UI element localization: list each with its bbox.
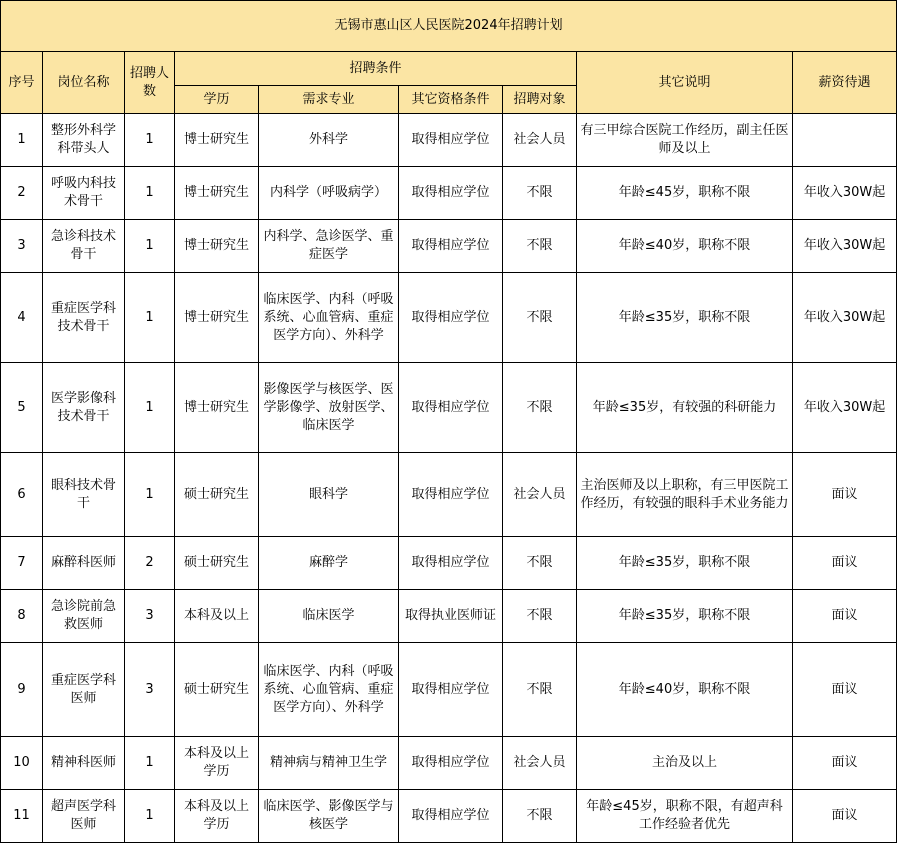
cell-position: 重症医学科技术骨干: [43, 273, 125, 363]
cell-education: 硕士研究生: [175, 453, 259, 537]
cell-major: 精神病与精神卫生学: [259, 737, 399, 790]
cell-notes: 年龄≤45岁，职称不限，有超声科工作经验者优先: [577, 790, 793, 843]
cell-education: 博士研究生: [175, 273, 259, 363]
cell-target: 不限: [503, 220, 577, 273]
cell-position: 重症医学科医师: [43, 643, 125, 737]
cell-qualification: 取得相应学位: [399, 114, 503, 167]
cell-notes: 年龄≤35岁，职称不限: [577, 590, 793, 643]
cell-education: 硕士研究生: [175, 537, 259, 590]
cell-count: 2: [125, 537, 175, 590]
cell-salary: 面议: [793, 643, 897, 737]
cell-count: 1: [125, 363, 175, 453]
cell-qualification: 取得执业医师证: [399, 590, 503, 643]
cell-position: 精神科医师: [43, 737, 125, 790]
cell-major: 临床医学、内科（呼吸系统、心血管病、重症医学方向）、外科学: [259, 273, 399, 363]
cell-salary: [793, 114, 897, 167]
cell-notes: 年龄≤35岁，职称不限: [577, 537, 793, 590]
cell-salary: 年收入30W起: [793, 273, 897, 363]
cell-salary: 年收入30W起: [793, 363, 897, 453]
cell-target: 不限: [503, 590, 577, 643]
header-row-1: [1, 52, 897, 86]
header-notes: 其它说明: [577, 52, 793, 114]
cell-no: 2: [1, 167, 43, 220]
title-row: [1, 1, 897, 52]
cell-notes: 年龄≤35岁，职称不限: [577, 273, 793, 363]
cell-education: 本科及以上: [175, 590, 259, 643]
cell-count: 3: [125, 590, 175, 643]
cell-position: 超声医学科医师: [43, 790, 125, 843]
cell-no: 5: [1, 363, 43, 453]
cell-target: 不限: [503, 273, 577, 363]
cell-major: 眼科学: [259, 453, 399, 537]
header-conditions: 招聘条件: [175, 52, 577, 86]
cell-notes: 主治医师及以上职称，有三甲医院工作经历，有较强的眼科手术业务能力: [577, 453, 793, 537]
cell-salary: 面议: [793, 453, 897, 537]
cell-salary: 面议: [793, 537, 897, 590]
cell-count: 3: [125, 643, 175, 737]
cell-qualification: 取得相应学位: [399, 790, 503, 843]
cell-target: 社会人员: [503, 453, 577, 537]
cell-count: 1: [125, 220, 175, 273]
cell-no: 6: [1, 453, 43, 537]
cell-salary: 年收入30W起: [793, 220, 897, 273]
cell-qualification: 取得相应学位: [399, 537, 503, 590]
cell-major: 影像医学与核医学、医学影像学、放射医学、临床医学: [259, 363, 399, 453]
table-row: [1, 453, 897, 537]
cell-salary: 面议: [793, 590, 897, 643]
cell-count: 1: [125, 273, 175, 363]
cell-no: 11: [1, 790, 43, 843]
cell-major: 内科学、急诊医学、重症医学: [259, 220, 399, 273]
table-row: [1, 737, 897, 790]
cell-salary: 面议: [793, 737, 897, 790]
cell-target: 社会人员: [503, 737, 577, 790]
cell-notes: 年龄≤40岁，职称不限: [577, 643, 793, 737]
cell-target: 不限: [503, 363, 577, 453]
cell-no: 9: [1, 643, 43, 737]
header-major: 需求专业: [259, 86, 399, 114]
table-row: [1, 114, 897, 167]
cell-position: 急诊科技术骨干: [43, 220, 125, 273]
cell-position: 整形外科学科带头人: [43, 114, 125, 167]
cell-count: 1: [125, 453, 175, 537]
cell-position: 医学影像科技术骨干: [43, 363, 125, 453]
header-education: 学历: [175, 86, 259, 114]
cell-qualification: 取得相应学位: [399, 737, 503, 790]
cell-major: 临床医学、影像医学与核医学: [259, 790, 399, 843]
cell-count: 1: [125, 790, 175, 843]
header-position: 岗位名称: [43, 52, 125, 114]
cell-position: 急诊院前急救医师: [43, 590, 125, 643]
cell-no: 8: [1, 590, 43, 643]
cell-no: 10: [1, 737, 43, 790]
cell-notes: 年龄≤35岁，有较强的科研能力: [577, 363, 793, 453]
cell-education: 博士研究生: [175, 114, 259, 167]
table-row: [1, 590, 897, 643]
cell-notes: 有三甲综合医院工作经历，副主任医师及以上: [577, 114, 793, 167]
cell-qualification: 取得相应学位: [399, 220, 503, 273]
cell-position: 眼科技术骨干: [43, 453, 125, 537]
cell-target: 不限: [503, 790, 577, 843]
cell-qualification: 取得相应学位: [399, 273, 503, 363]
cell-count: 1: [125, 737, 175, 790]
cell-salary: 面议: [793, 790, 897, 843]
header-count: 招聘人数: [125, 52, 175, 114]
table-row: [1, 167, 897, 220]
cell-qualification: 取得相应学位: [399, 453, 503, 537]
cell-major: 临床医学: [259, 590, 399, 643]
table-row: [1, 790, 897, 843]
cell-position: 呼吸内科技术骨干: [43, 167, 125, 220]
header-salary: 薪资待遇: [793, 52, 897, 114]
cell-notes: 年龄≤40岁，职称不限: [577, 220, 793, 273]
header-no: 序号: [1, 52, 43, 114]
header-qualification: 其它资格条件: [399, 86, 503, 114]
cell-no: 3: [1, 220, 43, 273]
cell-education: 本科及以上学历: [175, 737, 259, 790]
cell-notes: 年龄≤45岁，职称不限: [577, 167, 793, 220]
cell-qualification: 取得相应学位: [399, 167, 503, 220]
cell-position: 麻醉科医师: [43, 537, 125, 590]
cell-major: 外科学: [259, 114, 399, 167]
cell-target: 社会人员: [503, 114, 577, 167]
cell-major: 麻醉学: [259, 537, 399, 590]
cell-qualification: 取得相应学位: [399, 363, 503, 453]
cell-count: 1: [125, 114, 175, 167]
page-title: 无锡市惠山区人民医院2024年招聘计划: [1, 1, 897, 52]
cell-major: 内科学（呼吸病学）: [259, 167, 399, 220]
cell-no: 4: [1, 273, 43, 363]
cell-salary: 年收入30W起: [793, 167, 897, 220]
cell-target: 不限: [503, 537, 577, 590]
cell-education: 本科及以上学历: [175, 790, 259, 843]
cell-major: 临床医学、内科（呼吸系统、心血管病、重症医学方向）、外科学: [259, 643, 399, 737]
cell-target: 不限: [503, 167, 577, 220]
table-row: [1, 220, 897, 273]
cell-qualification: 取得相应学位: [399, 643, 503, 737]
cell-education: 博士研究生: [175, 167, 259, 220]
cell-no: 1: [1, 114, 43, 167]
cell-no: 7: [1, 537, 43, 590]
cell-education: 博士研究生: [175, 220, 259, 273]
table-row: [1, 363, 897, 453]
table-row: [1, 273, 897, 363]
table-row: [1, 643, 897, 737]
cell-count: 1: [125, 167, 175, 220]
cell-education: 硕士研究生: [175, 643, 259, 737]
cell-education: 博士研究生: [175, 363, 259, 453]
cell-target: 不限: [503, 643, 577, 737]
cell-notes: 主治及以上: [577, 737, 793, 790]
header-target: 招聘对象: [503, 86, 577, 114]
table-row: [1, 537, 897, 590]
